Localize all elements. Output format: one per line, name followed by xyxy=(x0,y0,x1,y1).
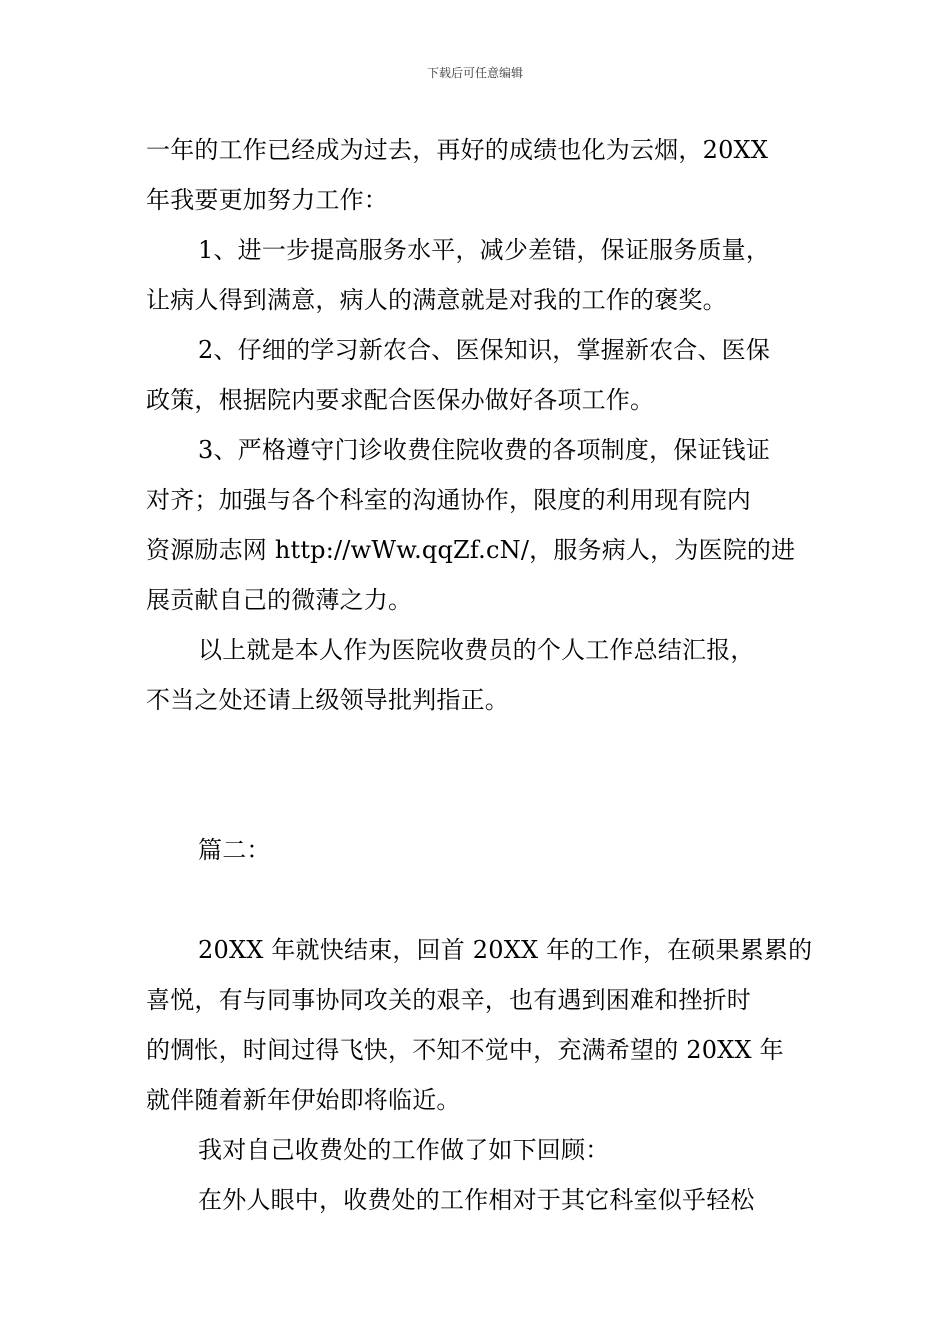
paragraph xyxy=(146,125,806,225)
text-line: 对齐；加强与各个科室的沟通协作，限度的利用现有院内 xyxy=(146,486,751,514)
text-line: 1、进一步提高服务水平，减少差错，保证服务质量， xyxy=(198,236,771,264)
text-line: 3、严格遵守门诊收费住院收费的各项制度，保证钱证 xyxy=(198,436,771,464)
text-line: 我对自己收费处的工作做了如下回顾： xyxy=(198,1136,610,1164)
document-body xyxy=(146,125,813,1225)
paragraph xyxy=(146,225,806,325)
text-line: 让病人得到满意，病人的满意就是对我的工作的褒奖。 xyxy=(146,286,727,314)
text-line: 一年的工作已经成为过去，再好的成绩也化为云烟，20XX xyxy=(146,136,769,164)
paragraph xyxy=(146,1175,806,1225)
text-line: 资源励志网 http://wWw.qqZf.cN/，服务病人，为医院的进 xyxy=(146,536,796,564)
page-header-note: 下载后可任意编辑 xyxy=(426,66,523,80)
text-line: 2、仔细的学习新农合、医保知识，掌握新农合、医保 xyxy=(198,336,771,364)
paragraph xyxy=(146,1125,806,1175)
text-line: 20XX 年就快结束，回首 20XX 年的工作，在硕果累累的 xyxy=(198,936,813,964)
spacer xyxy=(146,725,806,775)
text-line: 喜悦，有与同事协同攻关的艰辛，也有遇到困难和挫折时 xyxy=(146,986,751,1014)
text-line: 年我要更加努力工作： xyxy=(146,186,388,214)
spacer xyxy=(146,775,806,825)
text-line: 的惆怅，时间过得飞快，不知不觉中，充满希望的 20XX 年 xyxy=(146,1036,784,1064)
text-line: 政策，根据院内要求配合医保办做好各项工作。 xyxy=(146,386,655,414)
text-line: 在外人眼中，收费处的工作相对于其它科室似乎轻松 xyxy=(198,1186,755,1214)
text-line: 以上就是本人作为医院收费员的个人工作总结汇报， xyxy=(198,636,755,664)
spacer xyxy=(146,875,806,925)
paragraph xyxy=(146,925,813,1125)
text-line: 展贡献自己的微薄之力。 xyxy=(146,586,413,614)
paragraph xyxy=(146,325,806,425)
text-line: 不当之处还请上级领导批判指正。 xyxy=(146,686,509,714)
paragraph xyxy=(146,425,806,625)
text-line: 就伴随着新年伊始即将临近。 xyxy=(146,1086,461,1114)
paragraph xyxy=(146,625,806,725)
section-title: 篇二： xyxy=(198,836,271,864)
